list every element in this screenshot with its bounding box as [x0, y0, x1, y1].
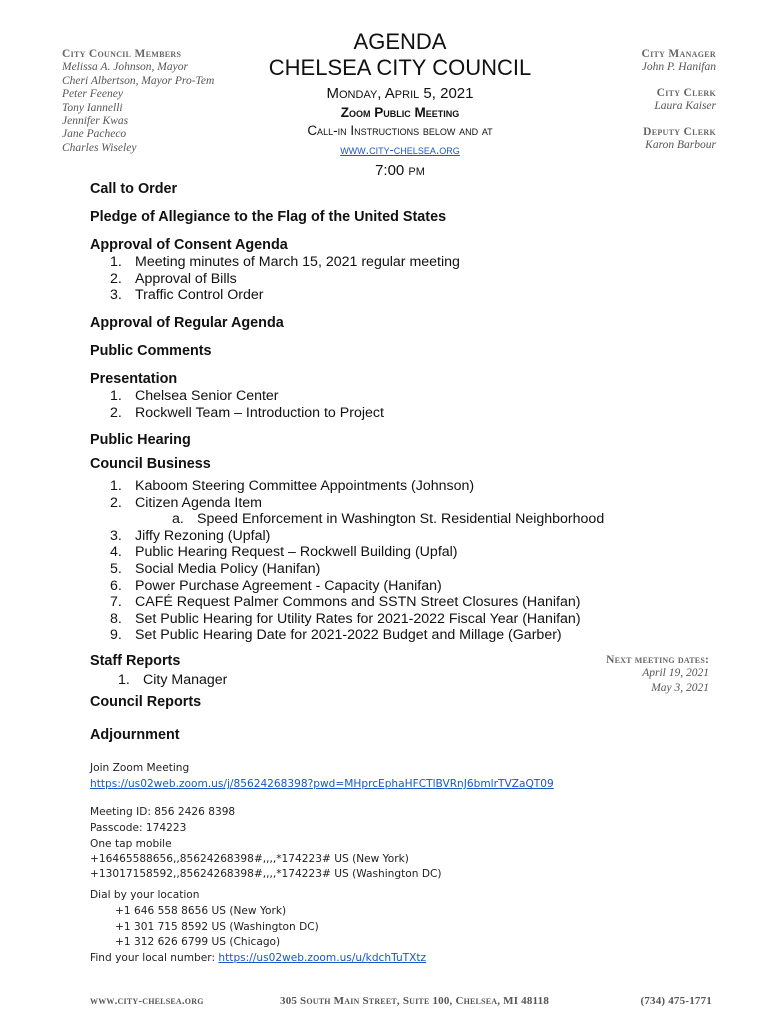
council-members-heading: City Council Members [62, 48, 182, 60]
pledge-heading: Pledge of Allegiance to the Flag of the United States [90, 209, 447, 225]
next-meeting-block [529, 654, 709, 696]
one-tap-number: +16465588656,,85624268398#,,,,*174223# US (New York) [90, 853, 409, 865]
council-member-name: Jennifer Kwas [62, 115, 129, 128]
footer-website[interactable]: www.city-chelsea.org [90, 995, 204, 1007]
agenda-item-text: CAFÉ Request Palmer Commons and SSTN Street Closures (Hanifan) [135, 594, 581, 611]
agenda-item-number: 5. [110, 560, 122, 577]
next-meeting-date: May 3, 2021 [651, 682, 709, 694]
agenda-item [110, 405, 384, 422]
agenda-item-number: 9. [110, 627, 122, 644]
presentation-list [110, 388, 384, 421]
agenda-item [110, 495, 604, 512]
agenda-item-number: 1. [110, 254, 122, 270]
agenda-item-number: a. [172, 511, 184, 528]
agenda-item-number: 2. [110, 404, 122, 421]
council-business-list [110, 478, 604, 644]
find-local-label: Find your local number: [90, 952, 216, 964]
title-block [250, 30, 550, 179]
agenda-item [110, 287, 460, 304]
agenda-item-text: Citizen Agenda Item [135, 494, 262, 511]
officer-name: Laura Kaiser [654, 100, 716, 112]
agenda-item-text: Meeting minutes of March 15, 2021 regular meeting [135, 254, 460, 270]
council-business-heading: Council Business [90, 456, 211, 472]
consent-agenda-list [110, 254, 460, 304]
council-member-name: Melissa A. Johnson, Mayor [62, 61, 188, 74]
dial-label: Dial by your location [90, 889, 200, 901]
agenda-item-number: 8. [110, 610, 122, 627]
agenda-item [110, 627, 604, 644]
staff-reports-list [118, 672, 227, 689]
agenda-item-text: Rockwell Team – Introduction to Project [135, 404, 384, 421]
agenda-item-text: Set Public Hearing Date for 2021-2022 Budget and Millage (Garber) [135, 627, 562, 644]
agenda-item-text: City Manager [143, 672, 228, 688]
agenda-item-number: 3. [110, 287, 122, 304]
agenda-item-text: Power Purchase Agreement - Capacity (Hanifan) [135, 577, 442, 594]
dial-number: +1 646 558 8656 US (New York) [115, 905, 287, 917]
agenda-item [110, 388, 384, 405]
council-member-name: Charles Wiseley [62, 141, 137, 154]
council-member-name: Tony Iannelli [62, 101, 123, 114]
agenda-item-number: 1. [110, 478, 122, 494]
agenda-item-text: Social Media Policy (Hanifan) [135, 560, 321, 577]
agenda-item [110, 254, 460, 271]
agenda-item-number: 1. [110, 388, 122, 404]
public-hearing-heading: Public Hearing [90, 432, 191, 448]
agenda-item-text: Kaboom Steering Committee Appointments (Johnson) [135, 478, 475, 494]
agenda-item-number: 1. [118, 672, 130, 688]
agenda-item-number: 2. [110, 494, 122, 511]
officer-name: Karon Barbour [645, 139, 716, 151]
agenda-item [110, 561, 604, 578]
find-local-link[interactable]: https://us02web.zoom.us/u/kdchTuTXtz [218, 952, 427, 964]
agenda-item-text: Jiffy Rezoning (Upfal) [135, 527, 271, 544]
consent-agenda-heading: Approval of Consent Agenda [90, 237, 288, 253]
agenda-item-number: 4. [110, 544, 122, 561]
next-meeting-heading: Next meeting dates: [606, 654, 709, 666]
agenda-item-text: Set Public Hearing for Utility Rates for 2021-2022 Fiscal Year (Hanifan) [135, 610, 581, 627]
agenda-item-number: 7. [110, 594, 122, 611]
agenda-item [118, 672, 227, 689]
agenda-item [110, 271, 460, 288]
call-in-instructions: Call-in Instructions below and at [307, 123, 493, 138]
next-meeting-date: April 19, 2021 [642, 667, 709, 679]
agenda-item [110, 478, 604, 495]
agenda-item [110, 511, 604, 528]
council-member-name: Jane Pacheco [62, 128, 127, 141]
website-link[interactable]: www.city-chelsea.org [340, 143, 460, 157]
adjournment-heading: Adjournment [90, 727, 180, 743]
council-title: CHELSEA CITY COUNCIL [268, 55, 532, 80]
agenda-item-number: 6. [110, 577, 122, 594]
zoom-join-label: Join Zoom Meeting [90, 762, 190, 774]
one-tap-label: One tap mobile [90, 838, 172, 850]
agenda-item-number: 2. [110, 270, 122, 287]
agenda-item-text: Traffic Control Order [135, 287, 264, 304]
city-officers-block [536, 48, 716, 165]
agenda-item [110, 528, 604, 545]
agenda-item [110, 544, 604, 561]
meeting-time: 7:00 pm [375, 162, 425, 179]
meeting-id: Meeting ID: 856 2426 8398 [90, 806, 236, 818]
presentation-heading: Presentation [90, 371, 178, 387]
agenda-item [110, 594, 604, 611]
agenda-item-text: Approval of Bills [135, 270, 237, 287]
meeting-date: Monday, April 5, 2021 [326, 85, 474, 102]
dial-number: +1 312 626 6799 US (Chicago) [115, 936, 281, 948]
passcode: Passcode: 174223 [90, 822, 187, 834]
public-comments-heading: Public Comments [90, 343, 212, 359]
agenda-title: AGENDA [353, 29, 447, 54]
footer-address: 305 South Main Street, Suite 100, Chelsea, MI 48118 [280, 995, 550, 1007]
call-to-order-heading: Call to Order [90, 181, 178, 197]
dial-number: +1 301 715 8592 US (Washington DC) [115, 921, 319, 933]
find-local-number [90, 950, 426, 966]
council-member-name: Peter Feeney [62, 88, 123, 101]
footer-phone: (734) 475-1771 [640, 995, 712, 1007]
officer-name: John P. Hanifan [641, 61, 716, 73]
officer-role: Deputy Clerk [643, 126, 716, 138]
officer-role: City Manager [641, 48, 716, 60]
staff-reports-heading: Staff Reports [90, 653, 181, 669]
officer-role: City Clerk [656, 87, 716, 99]
regular-agenda-heading: Approval of Regular Agenda [90, 315, 284, 331]
agenda-item-text: Chelsea Senior Center [135, 388, 279, 404]
one-tap-number: +13017158592,,85624268398#,,,,*174223# US (Washington DC) [90, 868, 442, 880]
council-reports-heading: Council Reports [90, 694, 202, 710]
agenda-item [110, 578, 604, 595]
agenda-item [110, 611, 604, 628]
agenda-item-text: Speed Enforcement in Washington St. Residential Neighborhood [197, 511, 605, 528]
agenda-item-text: Public Hearing Request – Rockwell Building (Upfal) [135, 544, 458, 561]
council-members-block [62, 48, 272, 155]
zoom-meeting-label: Zoom Public Meeting [340, 105, 460, 120]
zoom-join-link[interactable]: https://us02web.zoom.us/j/85624268398?pwd=MHprcEphaHFCTlBVRnJ6bmlrTVZaQT09 [90, 778, 554, 790]
council-member-name: Cheri Albertson, Mayor Pro-Tem [62, 74, 215, 87]
agenda-item-number: 3. [110, 527, 122, 544]
